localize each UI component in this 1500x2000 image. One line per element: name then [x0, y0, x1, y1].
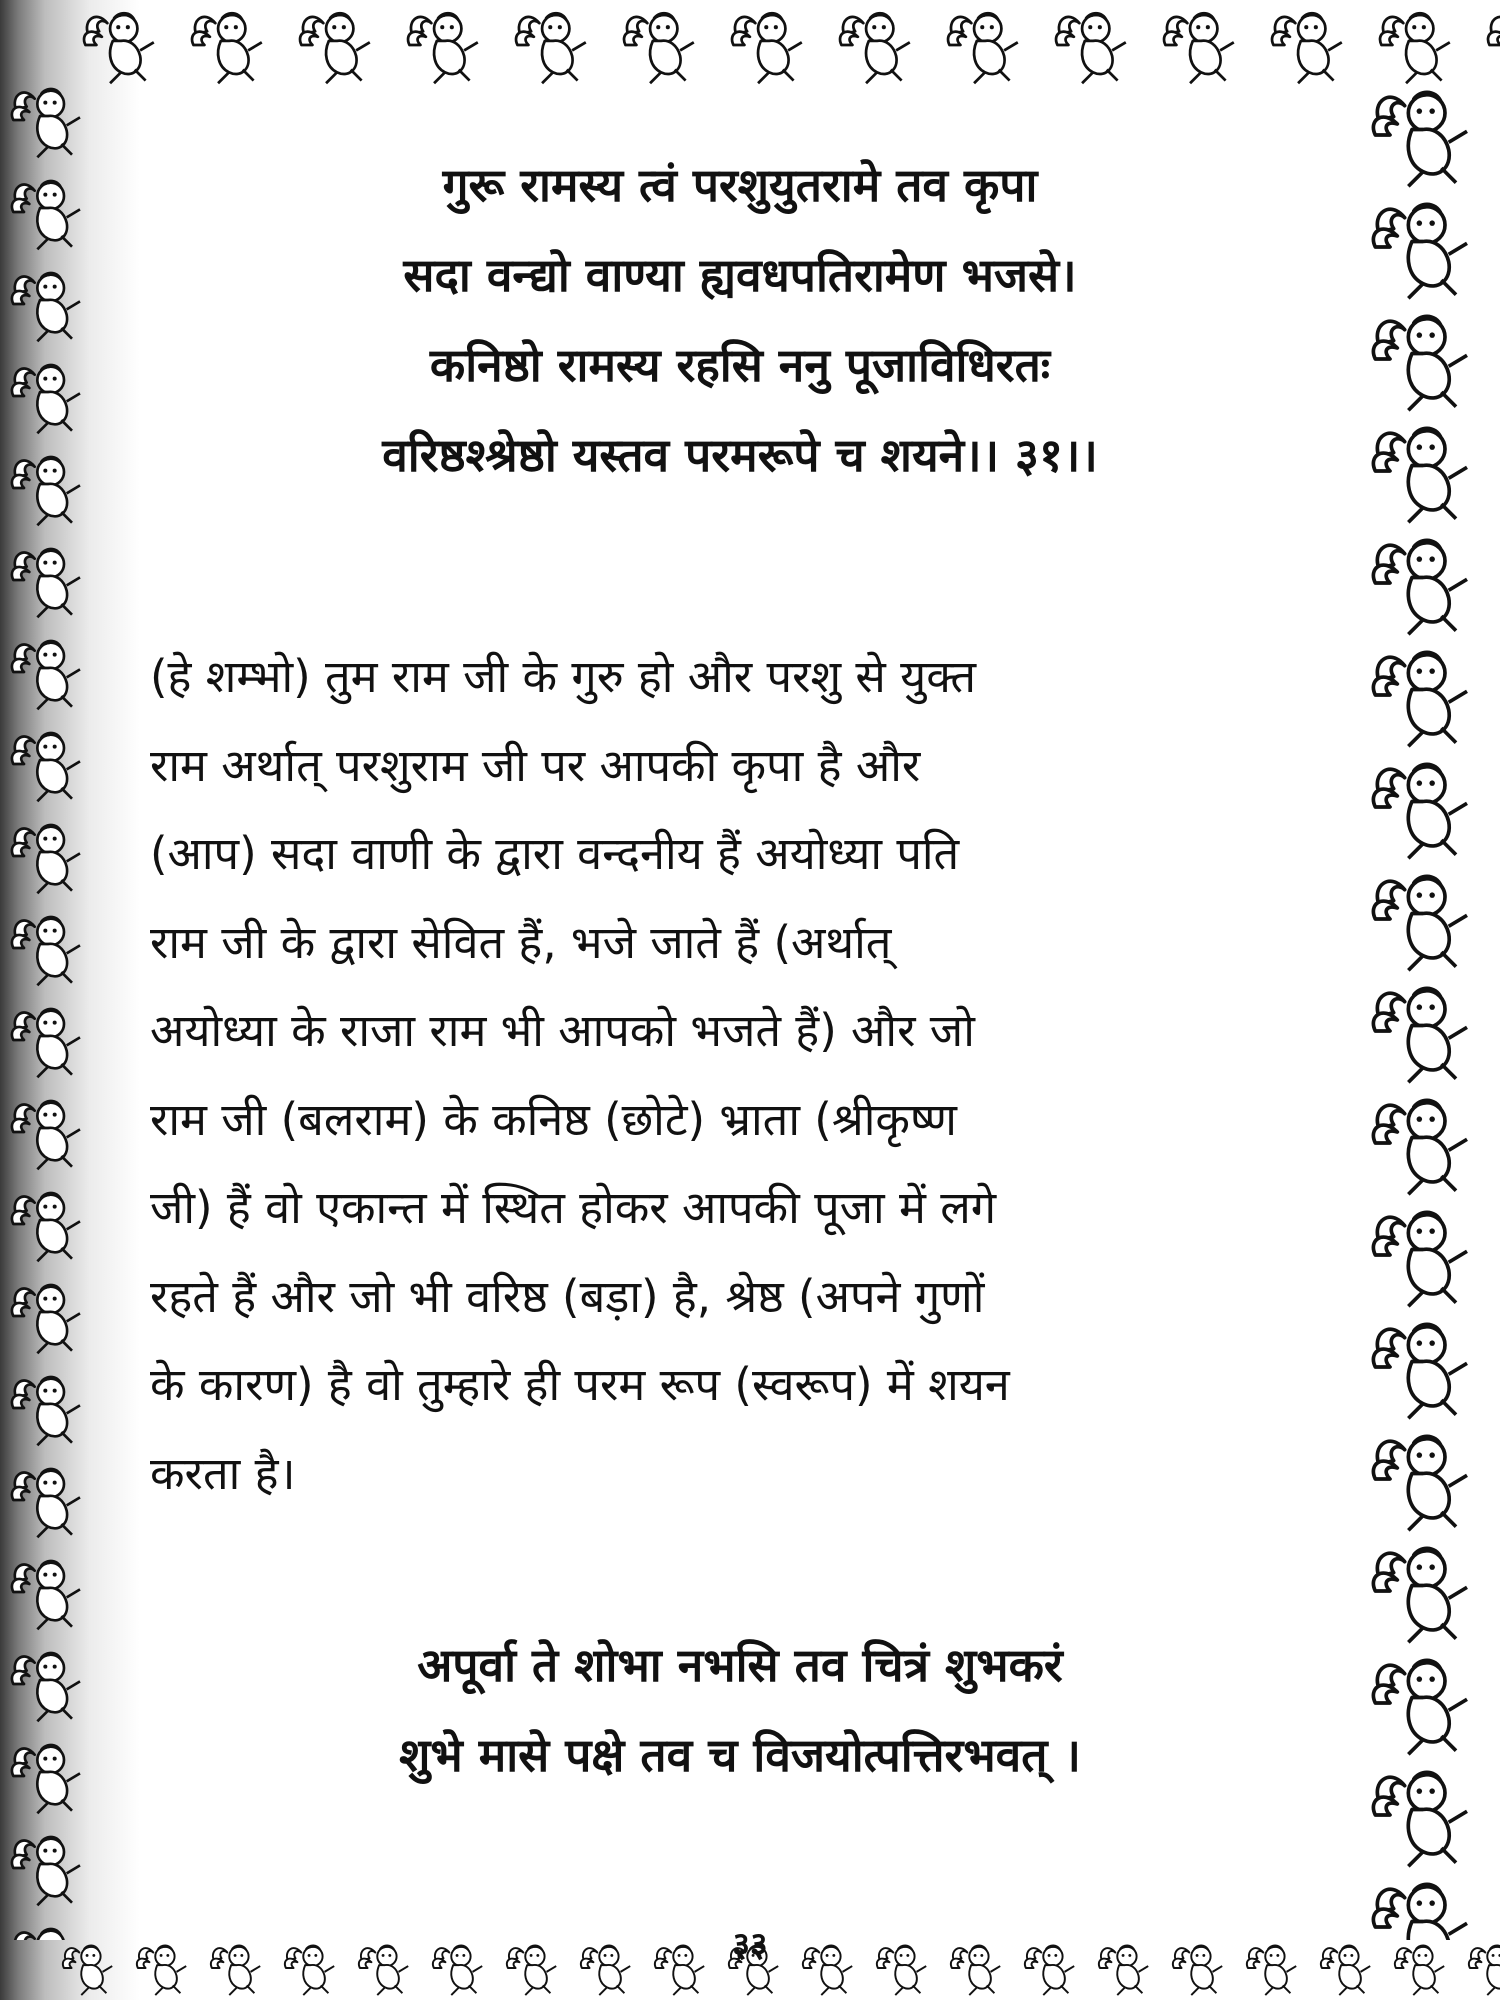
- cherub-icon: [8, 1552, 88, 1636]
- left-cherub-border: [0, 80, 95, 1940]
- cherub-icon: [1368, 80, 1478, 194]
- cherub-icon: [8, 1092, 88, 1176]
- commentary-line: के कारण) है वो तुम्हारे ही परम रूप (स्वरूप) में शयन: [150, 1358, 1010, 1411]
- commentary-line: रहते हैं और जो भी वरिष्ठ (बड़ा) है, श्रेष्ठ (अपने गुणों: [150, 1269, 985, 1323]
- commentary-line: राम जी के द्वारा सेवित हैं, भजे जाते हैं (अर्थात्: [150, 915, 892, 969]
- cherub-icon: [8, 1920, 88, 1940]
- cherub-icon: [504, 1939, 562, 2000]
- cherub-icon: [728, 4, 810, 90]
- cherub-icon: [578, 1939, 636, 2000]
- cherub-icon: [1022, 1939, 1080, 2000]
- cherub-icon: [60, 1939, 118, 2000]
- cherub-icon: [1368, 976, 1478, 1090]
- commentary-line: करता है।: [150, 1446, 296, 1500]
- cherub-icon: [8, 1460, 88, 1544]
- cherub-icon: [296, 4, 378, 90]
- cherub-icon: [1368, 1648, 1478, 1762]
- cherub-icon: [134, 1939, 192, 2000]
- cherub-icon: [1368, 1424, 1478, 1538]
- cherub-icon: [8, 80, 88, 164]
- cherub-icon: [1368, 528, 1478, 642]
- cherub-icon: [1368, 752, 1478, 866]
- commentary-line: (आप) सदा वाणी के द्वारा वन्दनीय हैं अयोध्या पति: [150, 827, 960, 880]
- cherub-icon: [1368, 416, 1478, 530]
- cherub-icon: [8, 632, 88, 716]
- cherub-icon: [8, 540, 88, 624]
- cherub-icon: [1368, 304, 1478, 418]
- cherub-icon: [948, 1939, 1006, 2000]
- cherub-icon: [8, 908, 88, 992]
- commentary-line: (हे शम्भो) तुम राम जी के गुरु हो और परशु से युक्त: [150, 650, 976, 703]
- verse-line: गुरू रामस्य त्वं परशुयुतरामे तव कृपा: [442, 158, 1038, 212]
- cherub-icon: [1318, 1939, 1376, 2000]
- cherub-icon: [8, 448, 88, 532]
- cherub-icon: [1244, 1939, 1302, 2000]
- cherub-icon: [8, 172, 88, 256]
- cherub-icon: [620, 4, 702, 90]
- cherub-icon: [404, 4, 486, 90]
- cherub-icon: [8, 1000, 88, 1084]
- verse-line: कनिष्ठो रामस्य रहसि ननु पूजाविधिरतः: [429, 338, 1051, 392]
- cherub-icon: [8, 724, 88, 808]
- cherub-icon: [8, 1184, 88, 1268]
- cherub-icon: [1170, 1939, 1228, 2000]
- cherub-icon: [944, 4, 1026, 90]
- cherub-icon: [1368, 864, 1478, 978]
- right-cherub-border: [1360, 80, 1500, 1940]
- cherub-icon: [1368, 1536, 1478, 1650]
- cherub-icon: [1368, 1760, 1478, 1874]
- commentary-line: अयोध्या के राजा राम भी आपको भजते हैं) और जो: [150, 1004, 975, 1057]
- verse-line: सदा वन्द्यो वाण्या ह्यवधपतिरामेण भजसे।: [403, 248, 1077, 302]
- cherub-icon: [356, 1939, 414, 2000]
- cherub-icon: [430, 1939, 488, 2000]
- cherub-icon: [8, 816, 88, 900]
- cherub-icon: [1368, 192, 1478, 306]
- cherub-icon: [8, 1644, 88, 1728]
- page-number: ३३: [732, 1925, 768, 1965]
- top-cherub-border: [80, 0, 1500, 95]
- cherub-icon: [512, 4, 594, 90]
- cherub-icon: [188, 4, 270, 90]
- cherub-icon: [8, 1368, 88, 1452]
- cherub-icon: [208, 1939, 266, 2000]
- cherub-icon: [80, 4, 162, 90]
- cherub-icon: [1096, 1939, 1154, 2000]
- commentary-line: जी) हैं वो एकान्त में स्थित होकर आपकी पूजा में लगे: [150, 1181, 997, 1234]
- sanskrit-verse-31: [180, 140, 1300, 500]
- cherub-icon: [1376, 4, 1458, 90]
- cherub-icon: [874, 1939, 932, 2000]
- cherub-icon: [1466, 1939, 1500, 2000]
- cherub-icon: [1268, 4, 1350, 90]
- cherub-icon: [8, 356, 88, 440]
- cherub-icon: [1392, 1939, 1450, 2000]
- hindi-commentary: [150, 633, 1330, 1518]
- commentary-line: राम अर्थात् परशुराम जी पर आपकी कृपा है और: [150, 738, 921, 792]
- cherub-icon: [836, 4, 918, 90]
- cherub-icon: [8, 264, 88, 348]
- cherub-icon: [1484, 4, 1500, 90]
- commentary-line: राम जी (बलराम) के कनिष्ठ (छोटे) भ्राता (श्रीकृष्ण: [150, 1092, 957, 1146]
- cherub-icon: [1368, 1200, 1478, 1314]
- verse-line: शुभे मासे पक्षे तव च विजयोत्पत्तिरभवत् ।: [399, 1728, 1081, 1782]
- cherub-icon: [8, 1736, 88, 1820]
- cherub-icon: [282, 1939, 340, 2000]
- sanskrit-verse-32: [180, 1620, 1300, 1800]
- cherub-icon: [1368, 1312, 1478, 1426]
- cherub-icon: [1052, 4, 1134, 90]
- verse-line: वरिष्ठश्श्रेष्ठो यस्तव परमरूपे च शयने।। ३१।।: [382, 428, 1098, 482]
- cherub-icon: [1160, 4, 1242, 90]
- cherub-icon: [1368, 1088, 1478, 1202]
- cherub-icon: [8, 1828, 88, 1912]
- verse-line: अपूर्वा ते शोभा नभसि तव चित्रं शुभकरं: [417, 1638, 1063, 1692]
- cherub-icon: [1368, 640, 1478, 754]
- cherub-icon: [1368, 1872, 1478, 1940]
- cherub-icon: [8, 1276, 88, 1360]
